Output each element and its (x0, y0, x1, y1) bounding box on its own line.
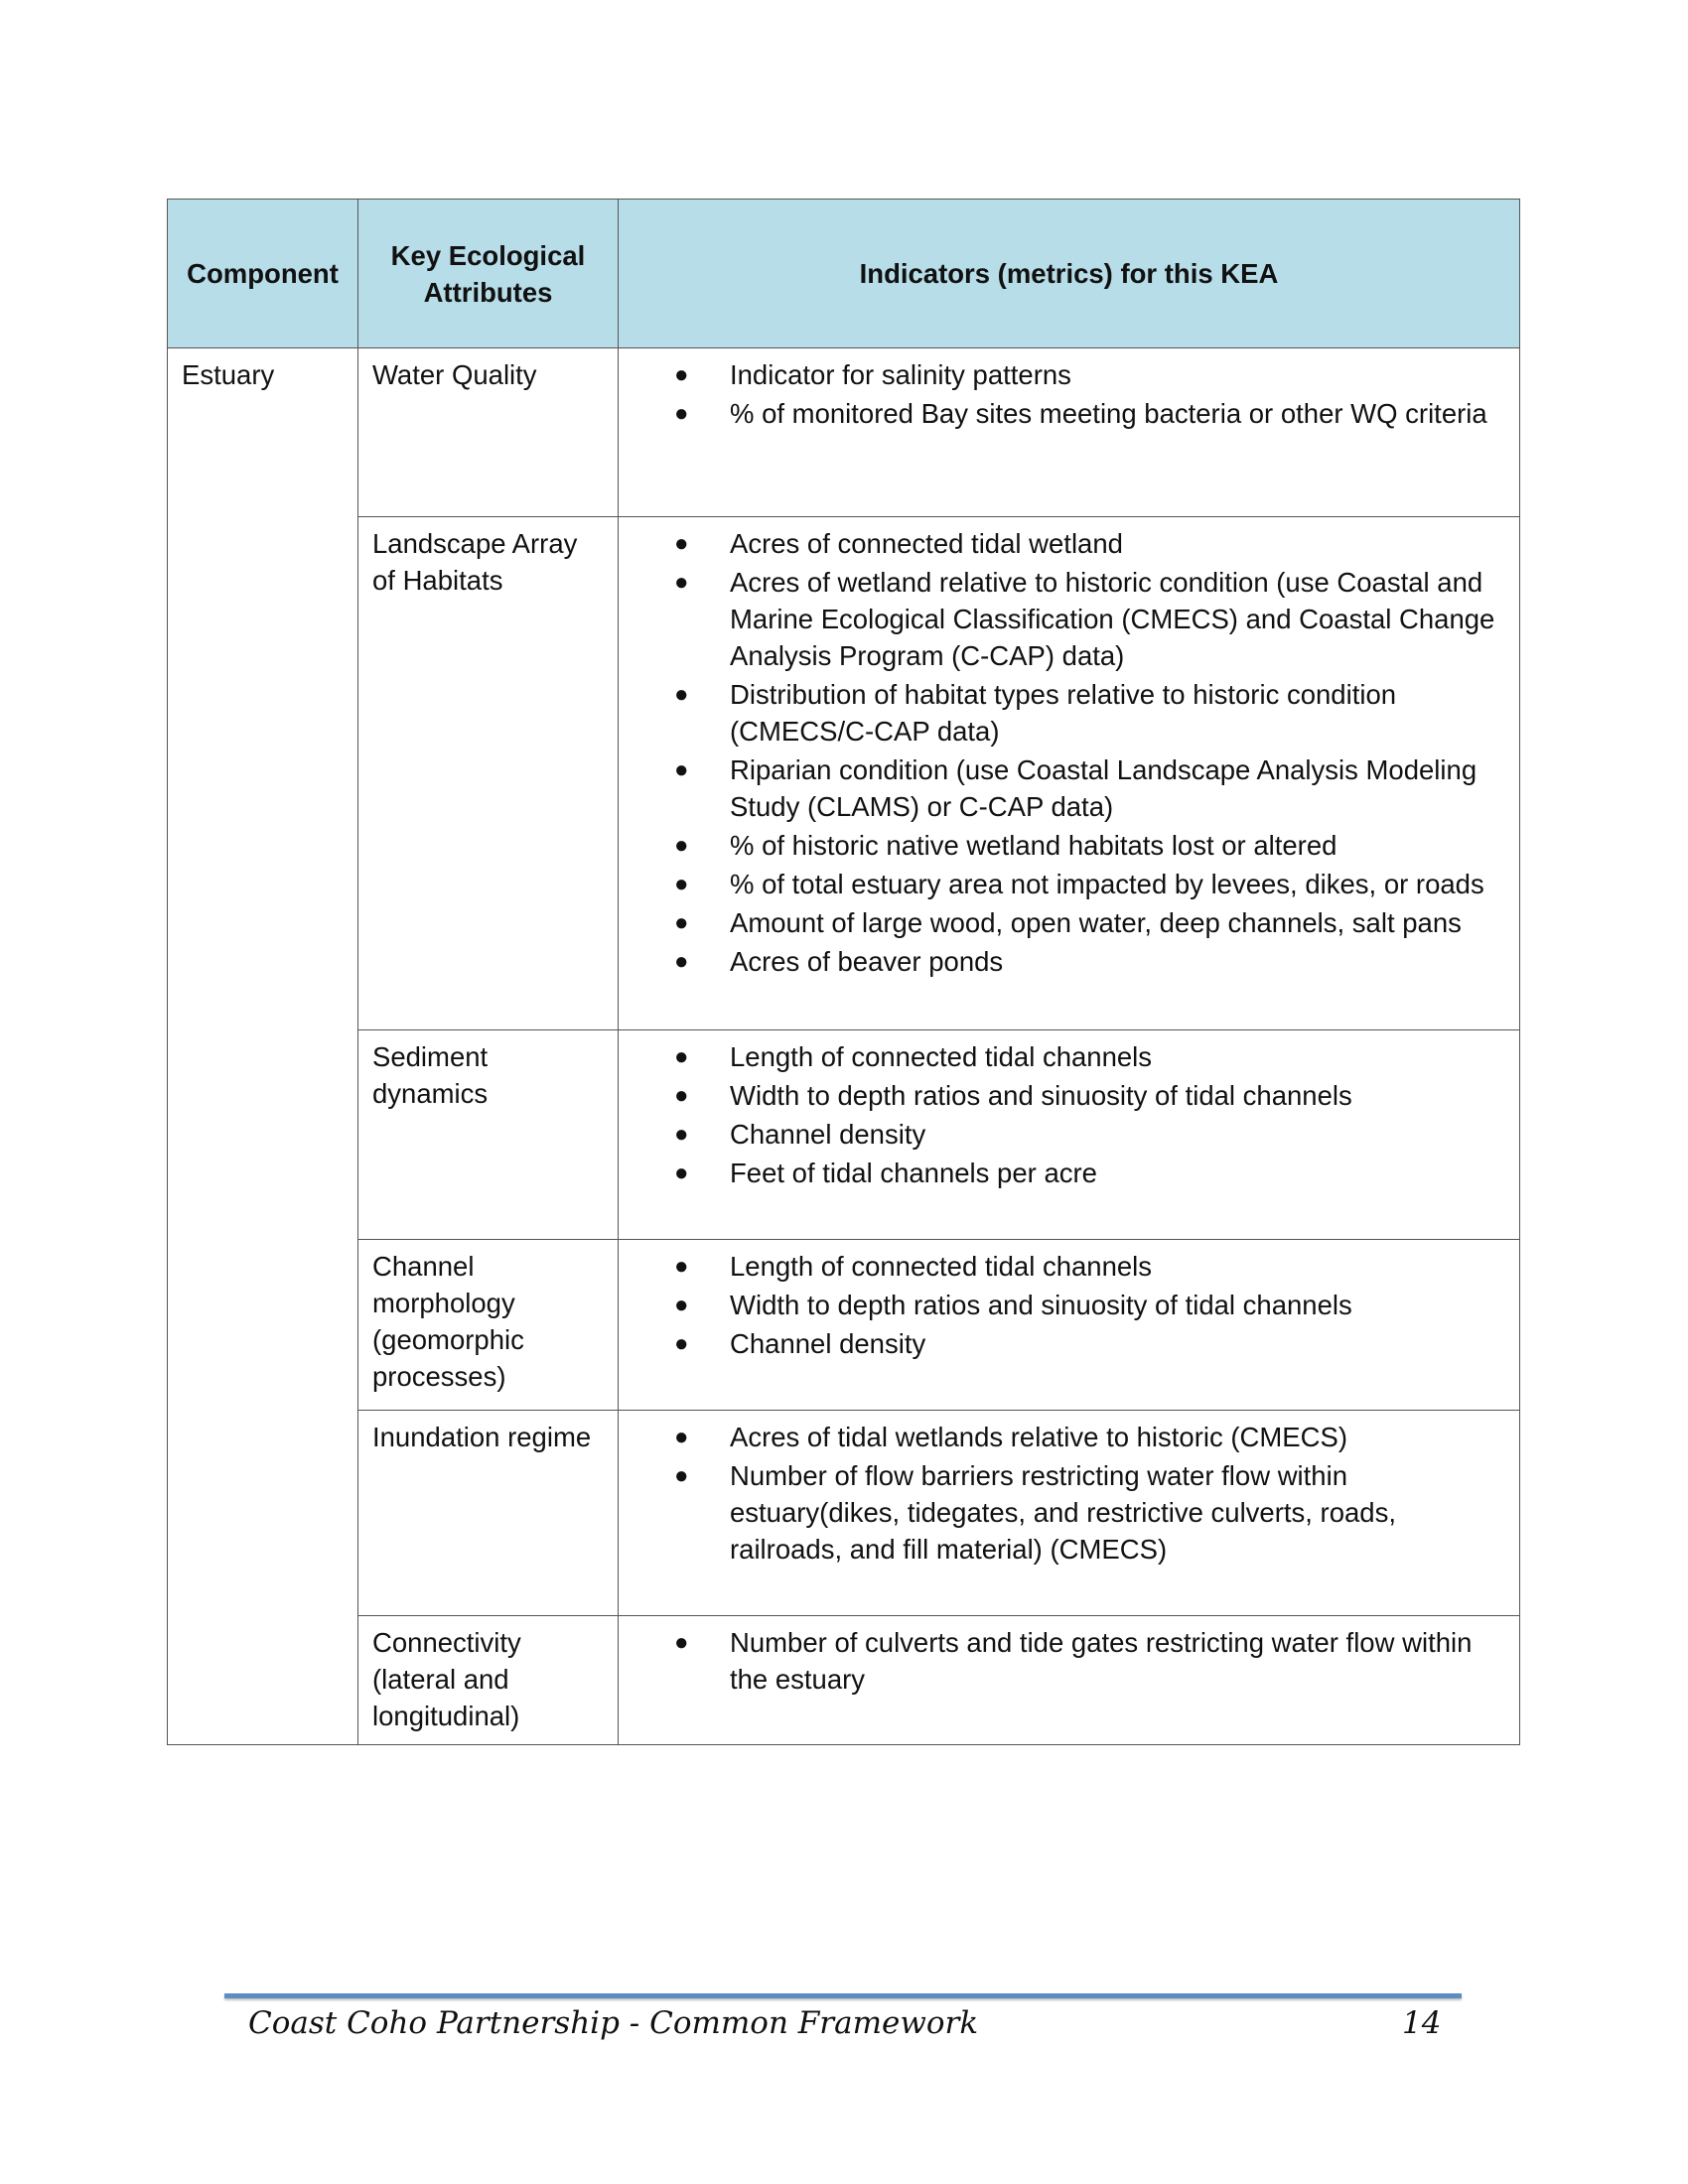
indicator-text: Width to depth ratios and sinuosity of tidal channels (730, 1080, 1352, 1111)
page-number: 14 (1402, 2005, 1442, 2041)
table-header-row (168, 200, 1520, 348)
kea-cell: Channel morphology (geomorphic processes) (358, 1240, 619, 1411)
indicator-text: Channel density (730, 1119, 926, 1150)
table-row (168, 517, 1520, 1030)
list-item (619, 827, 1505, 864)
indicator-text: Number of culverts and tide gates restricting water flow within the estuary (730, 1627, 1473, 1695)
bullet-icon: ● (674, 400, 689, 427)
table-row (168, 1030, 1520, 1240)
indicator-text: Amount of large wood, open water, deep channels, salt pans (730, 907, 1462, 938)
indicator-text: Number of flow barriers restricting water flow within estuary(dikes, tidegates, and restrictive culverts, roads, railroads, and fill material) (CMECS) (730, 1460, 1396, 1565)
indicator-list (619, 1419, 1505, 1568)
indicators-cell (619, 517, 1520, 1030)
indicator-text: Riparian condition (use Coastal Landscape Analysis Modeling Study (CLAMS) or C-CAP data) (730, 754, 1477, 822)
table-body (168, 348, 1520, 1745)
indicator-list (619, 1248, 1505, 1362)
list-item (619, 751, 1505, 825)
indicator-text: Acres of wetland relative to historic condition (use Coastal and Marine Ecological Classification (CMECS) and Coastal Change Analysis Program (C-CAP) data) (730, 567, 1495, 671)
list-item (619, 1624, 1505, 1698)
list-item (619, 1155, 1505, 1191)
header-key-ecological-attributes: Key Ecological Attributes (358, 200, 619, 348)
indicator-list (619, 1624, 1505, 1698)
kea-cell: Sediment dynamics (358, 1030, 619, 1240)
indicator-text: Feet of tidal channels per acre (730, 1158, 1097, 1188)
component-cell: Estuary (168, 348, 358, 1745)
list-item (619, 676, 1505, 750)
bullet-icon: ● (674, 1160, 689, 1186)
indicator-text: Indicator for salinity patterns (730, 359, 1071, 390)
indicator-list (619, 356, 1505, 432)
list-item (619, 1248, 1505, 1285)
header-component: Component (168, 200, 358, 348)
bullet-icon: ● (674, 681, 689, 708)
bullet-icon: ● (674, 1424, 689, 1450)
kea-cell: Water Quality (358, 348, 619, 517)
list-item (619, 904, 1505, 941)
bullet-icon: ● (674, 756, 689, 783)
bullet-icon: ● (674, 1043, 689, 1070)
bullet-icon: ● (674, 909, 689, 936)
list-item (619, 866, 1505, 902)
bullet-icon: ● (674, 1292, 689, 1318)
table-row (168, 348, 1520, 517)
indicator-text: % of total estuary area not impacted by levees, dikes, or roads (730, 869, 1484, 899)
indicator-list (619, 525, 1505, 980)
table-row (168, 1240, 1520, 1411)
kea-table (167, 199, 1520, 1745)
bullet-icon: ● (674, 1082, 689, 1109)
list-item (619, 525, 1505, 562)
indicators-cell (619, 1030, 1520, 1240)
list-item (619, 356, 1505, 393)
indicator-text: % of monitored Bay sites meeting bacteria or other WQ criteria (730, 398, 1487, 429)
list-item (619, 1287, 1505, 1323)
list-item (619, 1419, 1505, 1455)
list-item (619, 564, 1505, 674)
table-row (168, 1411, 1520, 1616)
indicator-text: Acres of connected tidal wetland (730, 528, 1123, 559)
indicator-text: Acres of tidal wetlands relative to historic (CMECS) (730, 1422, 1348, 1452)
indicator-text: Distribution of habitat types relative to historic condition (CMECS/C-CAP data) (730, 679, 1397, 747)
list-item (619, 1038, 1505, 1075)
kea-cell: Connectivity (lateral and longitudinal) (358, 1616, 619, 1745)
bullet-icon: ● (674, 948, 689, 975)
bullet-icon: ● (674, 1121, 689, 1148)
list-item (619, 943, 1505, 980)
indicator-text: Channel density (730, 1328, 926, 1359)
indicators-cell (619, 348, 1520, 517)
header-indicators: Indicators (metrics) for this KEA (619, 200, 1520, 348)
indicator-list (619, 1038, 1505, 1191)
bullet-icon: ● (674, 530, 689, 557)
footer-divider (224, 1993, 1462, 1998)
bullet-icon: ● (674, 361, 689, 388)
table-row (168, 1616, 1520, 1745)
indicators-cell (619, 1616, 1520, 1745)
bullet-icon: ● (674, 871, 689, 897)
list-item (619, 1325, 1505, 1362)
bullet-icon: ● (674, 569, 689, 596)
list-item (619, 1077, 1505, 1114)
bullet-icon: ● (674, 1253, 689, 1280)
indicator-text: Length of connected tidal channels (730, 1041, 1153, 1072)
bullet-icon: ● (674, 1462, 689, 1489)
kea-cell: Landscape Array of Habitats (358, 517, 619, 1030)
indicators-cell (619, 1240, 1520, 1411)
indicator-text: Length of connected tidal channels (730, 1251, 1153, 1282)
indicator-text: % of historic native wetland habitats lost or altered (730, 830, 1337, 861)
list-item (619, 395, 1505, 432)
indicator-text: Acres of beaver ponds (730, 946, 1004, 977)
kea-cell: Inundation regime (358, 1411, 619, 1616)
indicators-cell (619, 1411, 1520, 1616)
list-item (619, 1457, 1505, 1568)
bullet-icon: ● (674, 832, 689, 859)
footer-title: Coast Coho Partnership - Common Framework (248, 2005, 979, 2041)
indicator-text: Width to depth ratios and sinuosity of tidal channels (730, 1290, 1352, 1320)
bullet-icon: ● (674, 1330, 689, 1357)
list-item (619, 1116, 1505, 1153)
bullet-icon: ● (674, 1629, 689, 1656)
